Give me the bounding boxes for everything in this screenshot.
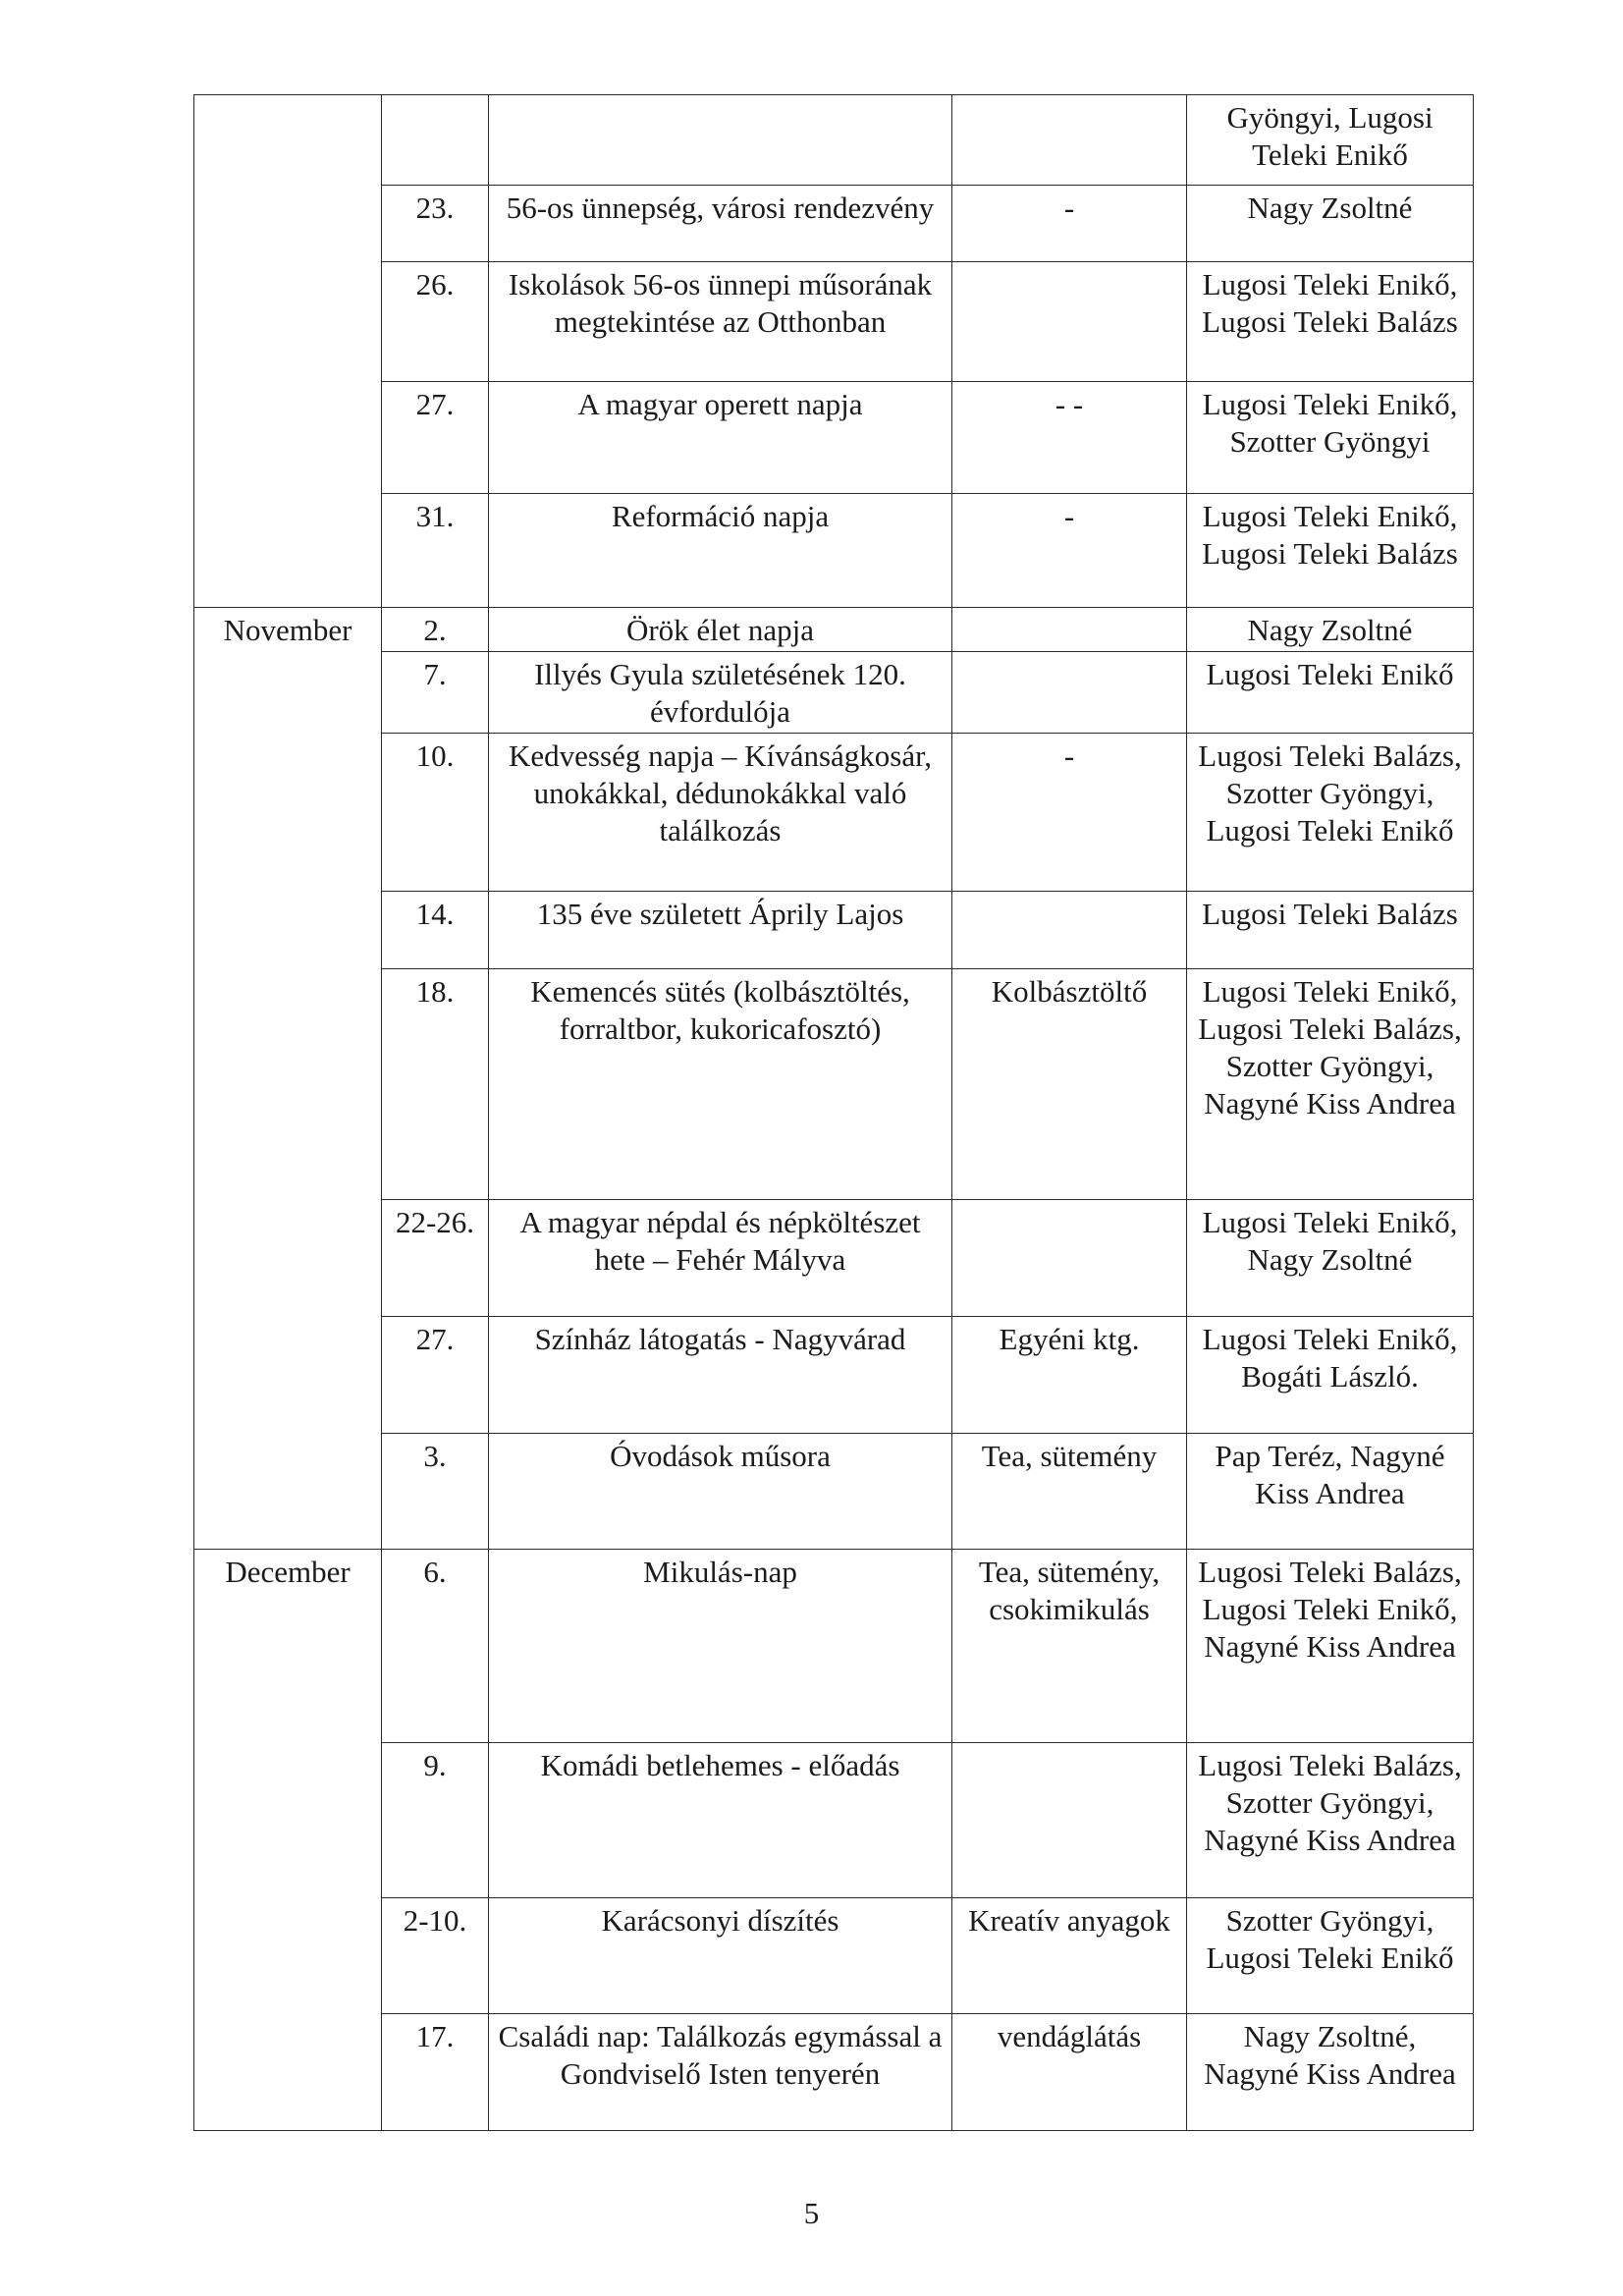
cost-cell: Tea, sütemény, csokimikulás xyxy=(952,1550,1187,1743)
day-cell: 27. xyxy=(382,382,489,494)
table-row xyxy=(194,262,1474,382)
program-cell: 56-os ünnepség, városi rendezvény xyxy=(489,186,952,262)
table-row xyxy=(194,608,1474,652)
program-cell xyxy=(489,95,952,186)
cost-cell: - - xyxy=(952,382,1187,494)
responsible-cell: Lugosi Teleki Balázs xyxy=(1187,892,1474,969)
table-row xyxy=(194,1550,1474,1743)
schedule-table xyxy=(193,94,1474,2131)
day-cell: 22-26. xyxy=(382,1200,489,1317)
table-row xyxy=(194,1317,1474,1434)
cost-cell: Tea, sütemény xyxy=(952,1434,1187,1550)
table-row xyxy=(194,1200,1474,1317)
cost-cell: Kolbásztöltő xyxy=(952,969,1187,1200)
day-cell: 31. xyxy=(382,494,489,608)
table-row xyxy=(194,1898,1474,2014)
table-row xyxy=(194,969,1474,1200)
responsible-cell: Nagy Zsoltné xyxy=(1187,186,1474,262)
day-cell: 7. xyxy=(382,652,489,734)
month-cell xyxy=(194,95,382,608)
table-row xyxy=(194,1743,1474,1898)
cost-cell: Kreatív anyagok xyxy=(952,1898,1187,2014)
table-row xyxy=(194,734,1474,892)
page-number: 5 xyxy=(803,2196,820,2230)
month-label-december: December xyxy=(194,1550,382,2131)
responsible-cell: Lugosi Teleki Balázs, Lugosi Teleki Enikő, Nagyné Kiss Andrea xyxy=(1187,1550,1474,1743)
responsible-cell: Lugosi Teleki Enikő, Lugosi Teleki Balázs xyxy=(1187,494,1474,608)
program-cell: Színház látogatás - Nagyvárad xyxy=(489,1317,952,1434)
day-cell: 18. xyxy=(382,969,489,1200)
table-row xyxy=(194,95,1474,186)
day-cell xyxy=(382,95,489,186)
program-cell: Reformáció napja xyxy=(489,494,952,608)
responsible-cell: Lugosi Teleki Balázs, Szotter Gyöngyi, Lugosi Teleki Enikő xyxy=(1187,734,1474,892)
day-cell: 3. xyxy=(382,1434,489,1550)
program-cell: Kedvesség napja – Kívánságkosár, unokákkal, dédunokákkal való találkozás xyxy=(489,734,952,892)
responsible-cell: Nagy Zsoltné xyxy=(1187,608,1474,652)
cost-cell: vendáglátás xyxy=(952,2014,1187,2131)
cost-cell xyxy=(952,1200,1187,1317)
program-cell: 135 éve született Áprily Lajos xyxy=(489,892,952,969)
table-row xyxy=(194,186,1474,262)
cost-cell xyxy=(952,262,1187,382)
table-row xyxy=(194,2014,1474,2131)
cost-cell xyxy=(952,95,1187,186)
responsible-cell: Nagy Zsoltné, Nagyné Kiss Andrea xyxy=(1187,2014,1474,2131)
day-cell: 2-10. xyxy=(382,1898,489,2014)
program-cell: Mikulás-nap xyxy=(489,1550,952,1743)
cost-cell xyxy=(952,892,1187,969)
day-cell: 10. xyxy=(382,734,489,892)
program-cell: Karácsonyi díszítés xyxy=(489,1898,952,2014)
table-row xyxy=(194,382,1474,494)
day-cell: 23. xyxy=(382,186,489,262)
day-cell: 27. xyxy=(382,1317,489,1434)
program-cell: Kemencés sütés (kolbásztöltés, forraltbor, kukoricafosztó) xyxy=(489,969,952,1200)
cost-cell xyxy=(952,652,1187,734)
program-cell: A magyar népdal és népköltészet hete – Fehér Mályva xyxy=(489,1200,952,1317)
program-cell: Óvodások műsora xyxy=(489,1434,952,1550)
program-cell: A magyar operett napja xyxy=(489,382,952,494)
program-cell: Komádi betlehemes - előadás xyxy=(489,1743,952,1898)
program-cell: Iskolások 56-os ünnepi műsorának megtekintése az Otthonban xyxy=(489,262,952,382)
cost-cell: - xyxy=(952,494,1187,608)
responsible-cell: Pap Teréz, Nagyné Kiss Andrea xyxy=(1187,1434,1474,1550)
program-cell: Örök élet napja xyxy=(489,608,952,652)
day-cell: 17. xyxy=(382,2014,489,2131)
day-cell: 14. xyxy=(382,892,489,969)
day-cell: 2. xyxy=(382,608,489,652)
responsible-cell: Lugosi Teleki Enikő, Bogáti László. xyxy=(1187,1317,1474,1434)
cost-cell: - xyxy=(952,734,1187,892)
table-row xyxy=(194,1434,1474,1550)
day-cell: 9. xyxy=(382,1743,489,1898)
table-row xyxy=(194,892,1474,969)
month-label-november: November xyxy=(194,608,382,1550)
cost-cell: - xyxy=(952,186,1187,262)
program-cell: Illyés Gyula születésének 120. évfordulója xyxy=(489,652,952,734)
program-cell: Családi nap: Találkozás egymással a Gondviselő Isten tenyerén xyxy=(489,2014,952,2131)
responsible-cell: Lugosi Teleki Balázs, Szotter Gyöngyi, Nagyné Kiss Andrea xyxy=(1187,1743,1474,1898)
day-cell: 6. xyxy=(382,1550,489,1743)
cost-cell: Egyéni ktg. xyxy=(952,1317,1187,1434)
responsible-cell: Gyöngyi, Lugosi Teleki Enikő xyxy=(1187,95,1474,186)
cost-cell xyxy=(952,1743,1187,1898)
table-row xyxy=(194,652,1474,734)
responsible-cell: Lugosi Teleki Enikő xyxy=(1187,652,1474,734)
day-cell: 26. xyxy=(382,262,489,382)
responsible-cell: Lugosi Teleki Enikő, Lugosi Teleki Balázs, Szotter Gyöngyi, Nagyné Kiss Andrea xyxy=(1187,969,1474,1200)
responsible-cell: Lugosi Teleki Enikő, Szotter Gyöngyi xyxy=(1187,382,1474,494)
table-row xyxy=(194,494,1474,608)
cost-cell xyxy=(952,608,1187,652)
responsible-cell: Szotter Gyöngyi, Lugosi Teleki Enikő xyxy=(1187,1898,1474,2014)
responsible-cell: Lugosi Teleki Enikő, Lugosi Teleki Balázs xyxy=(1187,262,1474,382)
responsible-cell: Lugosi Teleki Enikő, Nagy Zsoltné xyxy=(1187,1200,1474,1317)
